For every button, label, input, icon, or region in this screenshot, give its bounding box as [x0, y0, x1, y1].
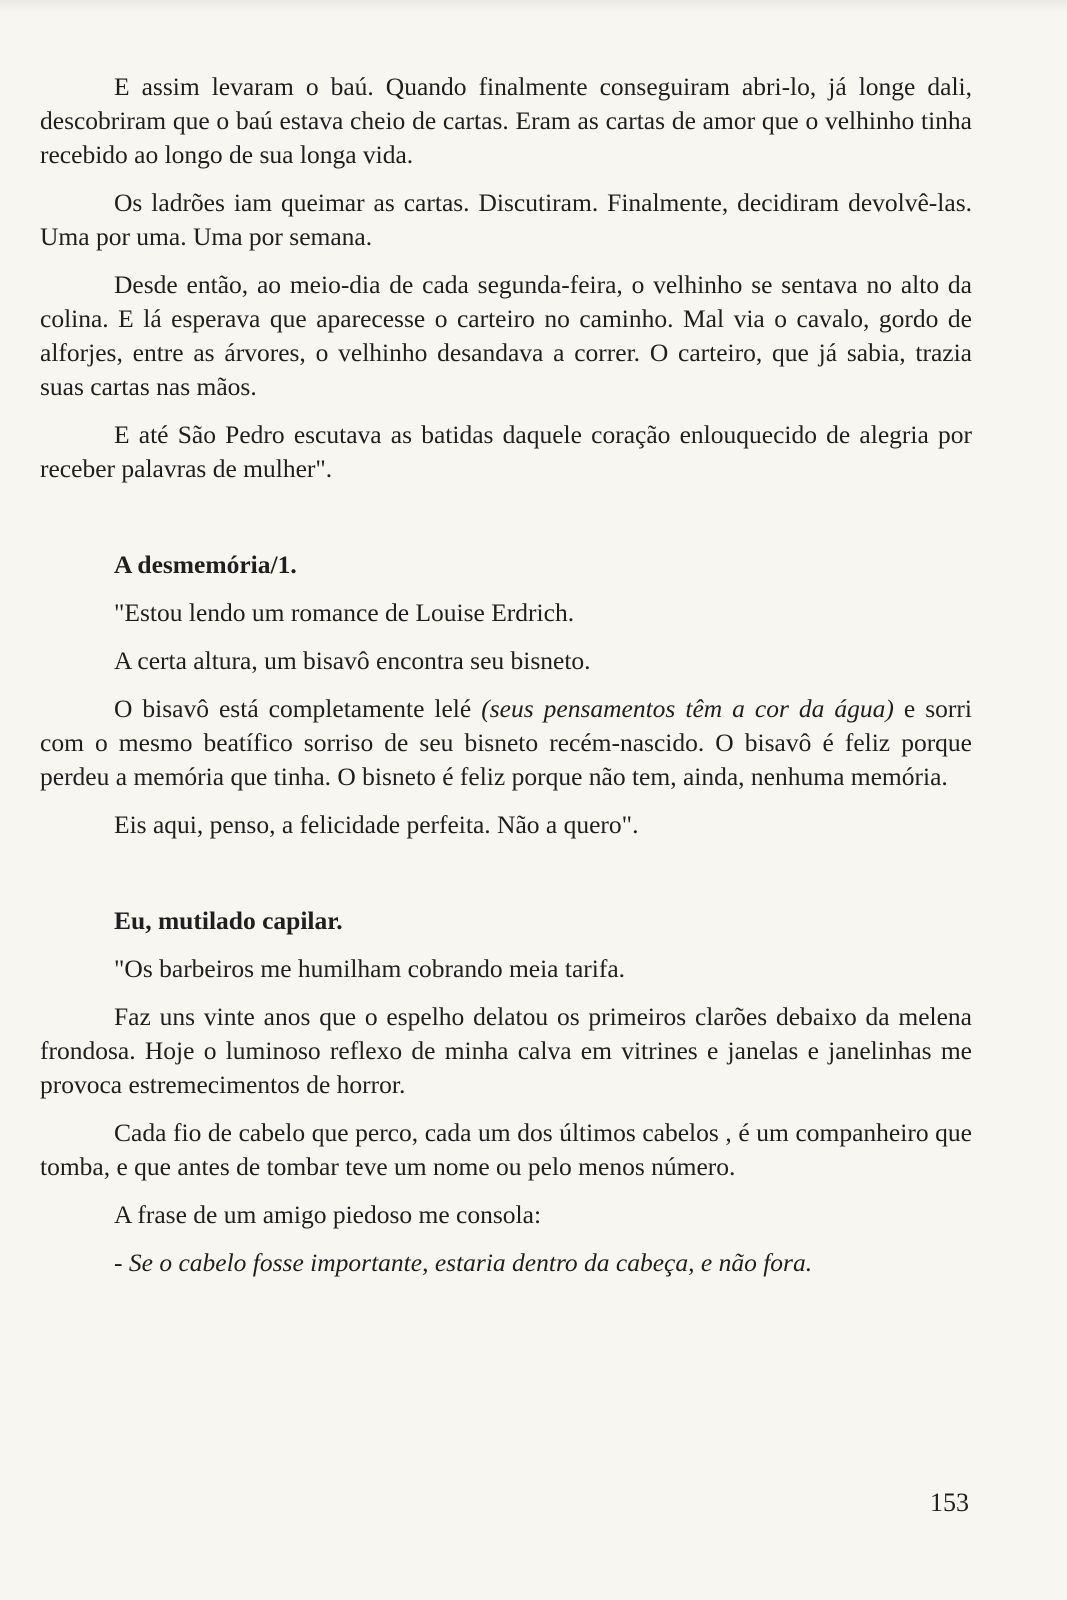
paragraph-barbeiros: "Os barbeiros me humilham cobrando meia tarifa. [114, 954, 626, 983]
paragraph-louise-erdrich: "Estou lendo um romance de Louise Erdrich. [114, 598, 575, 627]
scan-edge-shading [0, 0, 1067, 14]
paragraph-quote-cabelo [40, 1246, 972, 1280]
paragraph-espelho: Faz uns vinte anos que o espelho delatou os primeiros clarões debaixo da melena frondosa. Hoje o luminoso reflexo de minha calva em vitrines e janelas e janelinhas me provoca estremecimentos de horror. [40, 1002, 972, 1099]
quote-dash: - [114, 1248, 129, 1277]
bisavo-text-end: e sorri com o mesmo beatífico sorriso de seu bisneto recém-nascido. O bisavô é feliz porque perdeu a memória que tinha. O bisneto é feliz porque não tem, ainda, nenhuma memória. [40, 694, 972, 791]
paragraph-velhinho-colina: Desde então, ao meio-dia de cada segunda-feira, o velhinho se sentava no alto da colina. E lá esperava que aparecesse o carteiro no caminho. Mal via o cavalo, gordo de alforjes, entre as árvores, o velhinho desandava a correr. O carteiro, que já sabia, trazia suas cartas nas mãos. [40, 270, 972, 401]
paragraph-sao-pedro: E até São Pedro escutava as batidas daquele coração enlouquecido de alegria por receber palavras de mulher". [40, 420, 972, 483]
paragraph-fio-de-cabelo: Cada fio de cabelo que perco, cada um dos últimos cabelos , é um companheiro que tomba, e que antes de tombar teve um nome ou pelo menos número. [40, 1118, 972, 1181]
paragraph-amigo-piedoso: A frase de um amigo piedoso me consola: [114, 1200, 542, 1229]
paragraph-ladroes: Os ladrões iam queimar as cartas. Discutiram. Finalmente, decidiram devolvê-las. Uma por uma. Uma por semana. [40, 188, 972, 251]
section-title-mutilado-capilar: Eu, mutilado capilar. [114, 906, 343, 935]
text-column [40, 70, 972, 1280]
paragraph-felicidade-perfeita: Eis aqui, penso, a felicidade perfeita. Não a quero". [114, 810, 639, 839]
paragraph-bau-cartas: E assim levaram o baú. Quando finalmente conseguiram abri-lo, já longe dali, descobriram que o baú estava cheio de cartas. Eram as cartas de amor que o velhinho tinha recebido ao longo de sua longa vida. [40, 72, 972, 169]
paragraph-bisavo-encontra: A certa altura, um bisavô encontra seu bisneto. [114, 646, 591, 675]
quote-cabelo-italic: Se o cabelo fosse importante, estaria dentro da cabeça, e não fora. [128, 1248, 813, 1277]
bisavo-text-start: O bisavô está completamente lelé [114, 694, 482, 723]
bisavo-italic-aside: (seus pensamentos têm a cor da água) [481, 694, 894, 723]
section-title-desmemoria: A desmemória/1. [114, 550, 297, 579]
paragraph-bisavo-lele [40, 692, 972, 794]
page-number: 153 [930, 1488, 969, 1517]
